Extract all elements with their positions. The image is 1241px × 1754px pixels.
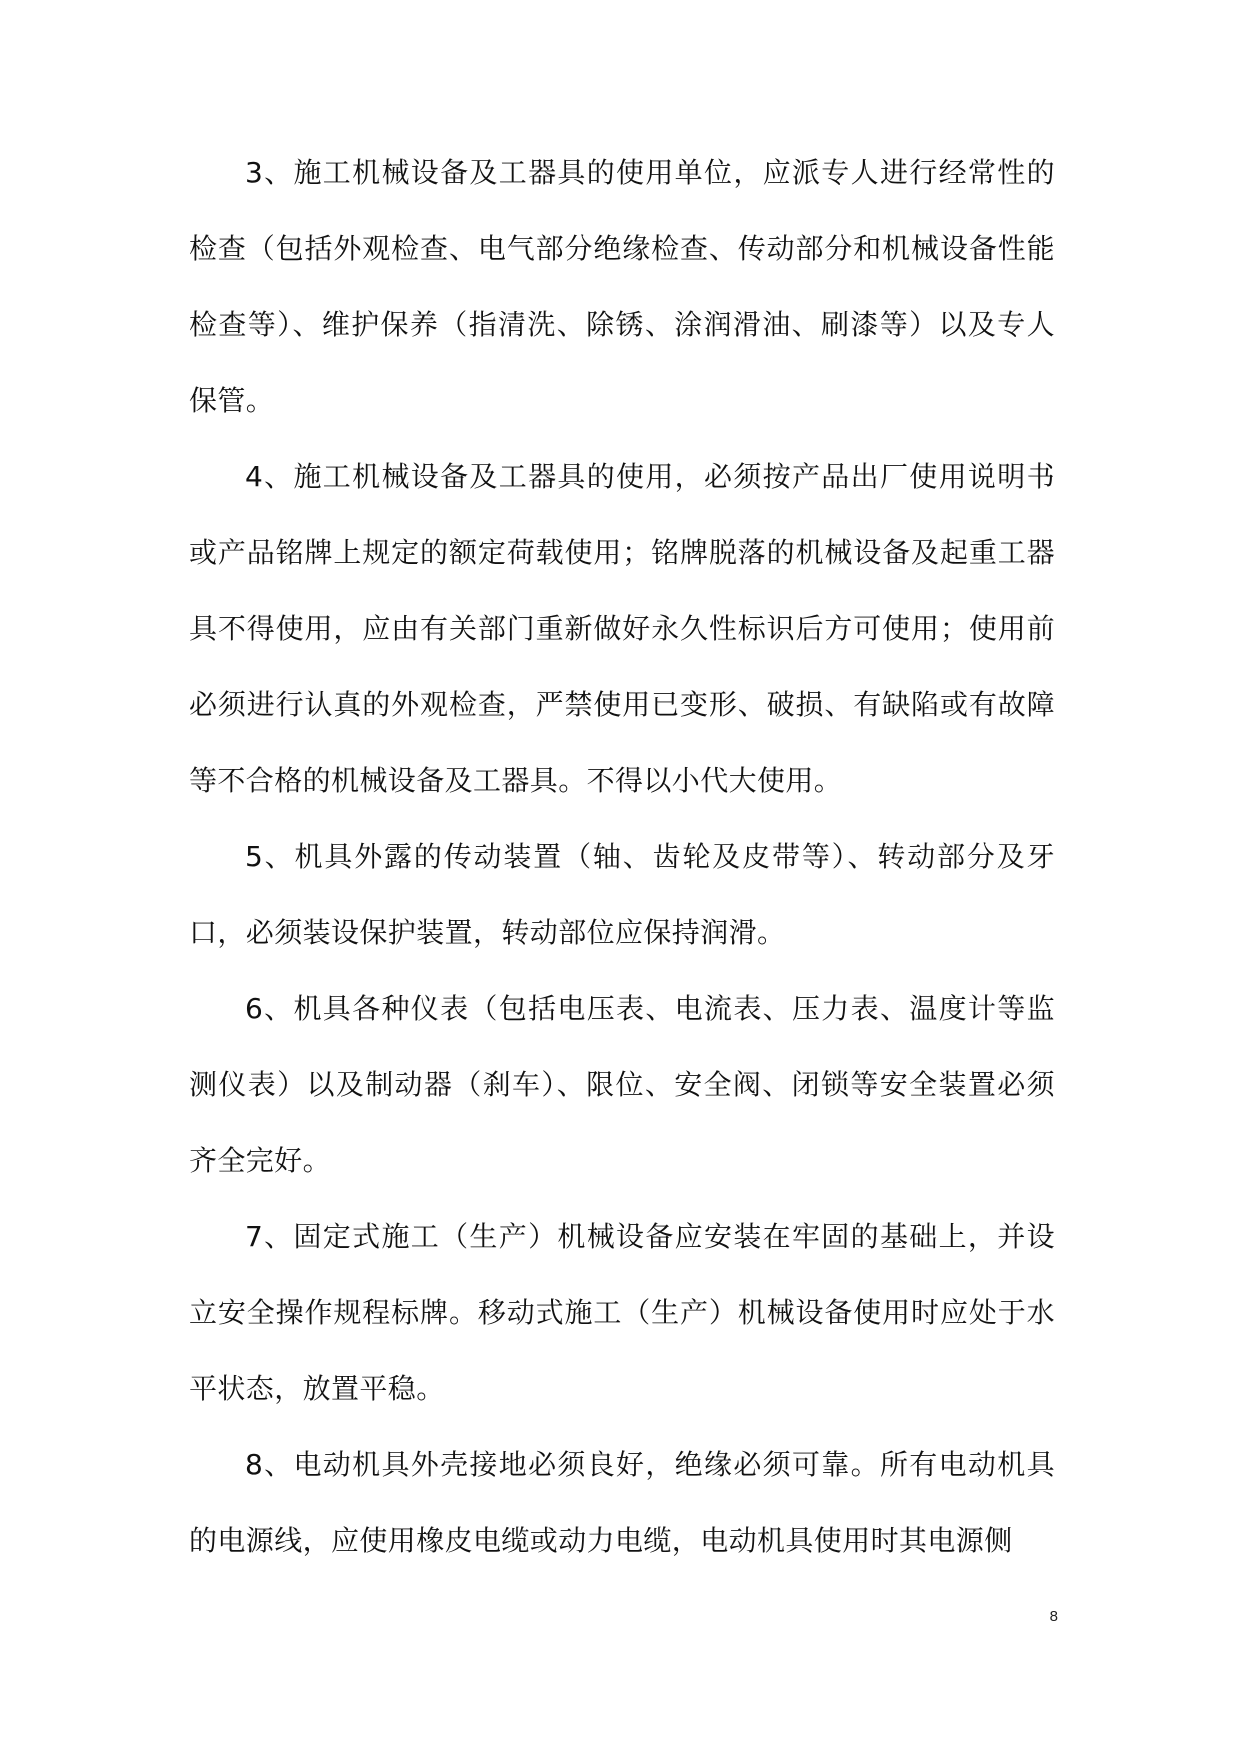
paragraph-item-4: 4、施工机械设备及工器具的使用，必须按产品出厂使用说明书或产品铭牌上规定的额定荷载使用；铭牌脱落的机械设备及起重工器具不得使用，应由有关部门重新做好永久性标识后方可使用；使用前必须进行认真的外观检查，严禁使用已变形、破损、有缺陷或有故障等不合格的机械设备及工器具。不得以小代大使用。 bbox=[189, 460, 1055, 797]
paragraph-item-6: 6、机具各种仪表（包括电压表、电流表、压力表、温度计等监测仪表）以及制动器（刹车）、限位、安全阀、闭锁等安全装置必须齐全完好。 bbox=[189, 992, 1055, 1177]
paragraph-item-5: 5、机具外露的传动装置（轴、齿轮及皮带等）、转动部分及牙口，必须装设保护装置，转动部位应保持润滑。 bbox=[189, 840, 1055, 949]
paragraph-item-7: 7、固定式施工（生产）机械设备应安装在牢固的基础上，并设立安全操作规程标牌。移动式施工（生产）机械设备使用时应处于水平状态，放置平稳。 bbox=[189, 1220, 1055, 1405]
paragraph-item-8: 8、电动机具外壳接地必须良好，绝缘必须可靠。所有电动机具的电源线，应使用橡皮电缆或动力电缆，电动机具使用时其电源侧 bbox=[189, 1448, 1055, 1557]
document-body bbox=[189, 135, 1055, 1579]
paragraph-item-3: 3、施工机械设备及工器具的使用单位，应派专人进行经常性的检查（包括外观检查、电气部分绝缘检查、传动部分和机械设备性能检查等）、维护保养（指清洗、除锈、涂润滑油、刷漆等）以及专人保管。 bbox=[189, 156, 1055, 417]
page-number: 8 bbox=[1049, 1608, 1058, 1625]
